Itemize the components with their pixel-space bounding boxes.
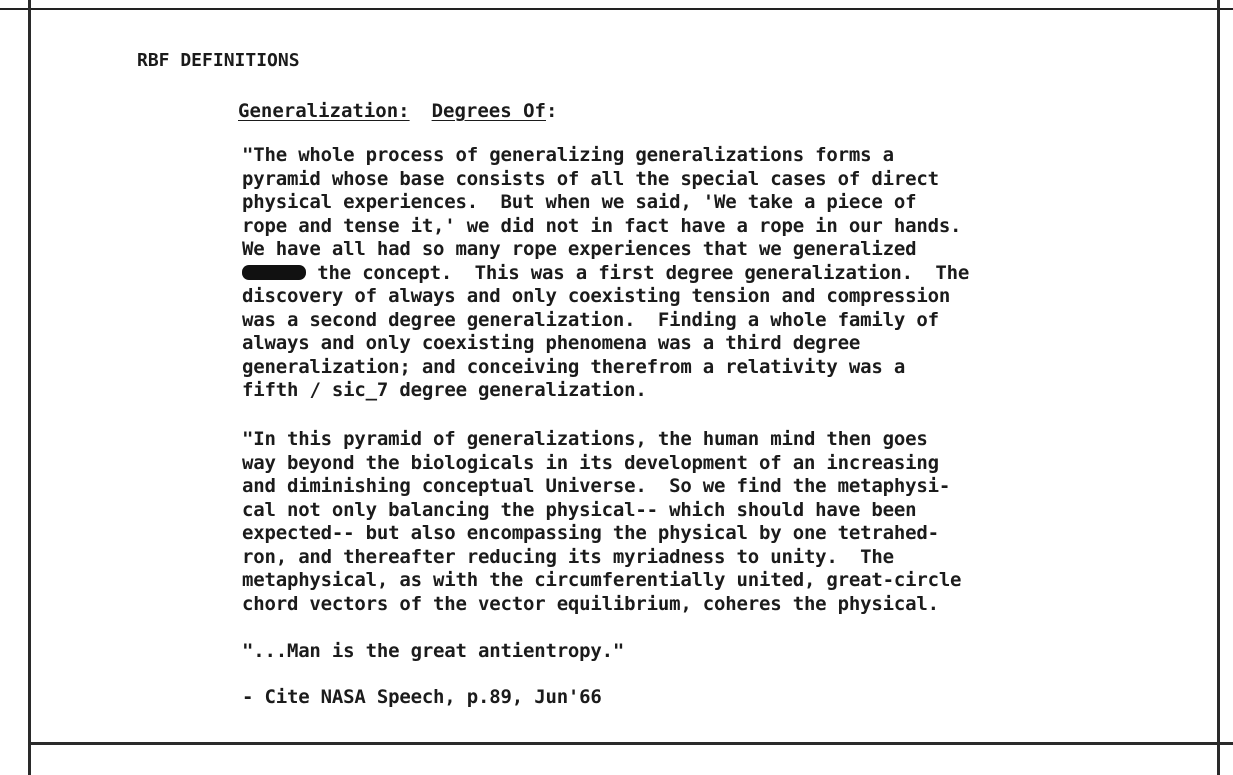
card-bottom-border-extension — [1217, 742, 1233, 745]
quote1-line: We have all had so many rope experiences that we generalized — [242, 238, 917, 260]
quote2-line: chord vectors of the vector equilibrium, coheres the physical. — [242, 592, 939, 615]
sic-bracket-close: _7 — [365, 379, 389, 401]
quote1-line: the concept. This was a first degree generalization. The — [306, 261, 970, 284]
quote1-line: generalization; and conceiving therefrom a relativity was a — [242, 355, 906, 378]
quote1-line: discovery of always and only coexisting tension and compression — [242, 285, 951, 307]
quote2-line: ron, and thereafter reducing its myriadness to unity. The — [242, 545, 894, 568]
quote-paragraph-2 — [242, 428, 961, 616]
quote2-line: expected-- but also encompassing the physical by one tetrahed- — [242, 522, 939, 544]
subject-qualifier: Degrees Of — [431, 100, 546, 122]
quote1-line: fifth — [242, 379, 310, 401]
quote2-line: "In this pyramid of generalizations, the human mind then goes — [242, 428, 928, 450]
card-left-border — [28, 0, 31, 775]
quote1-line: rope and tense it,' we did not in fact have a rope in our hands. — [242, 214, 962, 237]
subject-line — [238, 100, 557, 122]
sic-text: sic — [320, 379, 366, 401]
quote-paragraph-1 — [242, 144, 969, 403]
quote-paragraph-3: "...Man is the great antientropy." — [242, 640, 625, 662]
redaction-mark — [242, 265, 306, 280]
section-header: RBF DEFINITIONS — [137, 50, 300, 71]
card-top-border — [0, 0, 1233, 10]
quote1-line: was a second degree generalization. Finding a whole family of — [242, 308, 939, 331]
quote1-line: physical experiences. But when we said, 'We take a piece of — [242, 191, 917, 213]
citation: - Cite NASA Speech, p.89, Jun'66 — [242, 686, 602, 708]
quote1-line: always and only coexisting phenomena was a third degree — [242, 332, 861, 354]
card-right-border — [1217, 0, 1220, 775]
quote1-line: pyramid whose base consists of all the special cases of direct — [242, 167, 939, 190]
quote2-line: metaphysical, as with the circumferentially united, great-circle — [242, 569, 962, 591]
sic-bracket-open: / — [309, 379, 321, 401]
quote1-line: degree generalization. — [388, 379, 647, 401]
subject-trailing-colon: : — [545, 100, 558, 122]
quote2-line: way beyond the biologicals in its development of an increasing — [242, 451, 939, 474]
quote1-line: "The whole process of generalizing generalizations forms a — [242, 144, 894, 166]
quote2-line: and diminishing conceptual Universe. So we find the metaphysi- — [242, 475, 951, 497]
card-bottom-border — [28, 742, 1233, 745]
quote2-line: cal not only balancing the physical-- which should have been — [242, 498, 917, 521]
subject-term: Generalization: — [238, 100, 410, 122]
